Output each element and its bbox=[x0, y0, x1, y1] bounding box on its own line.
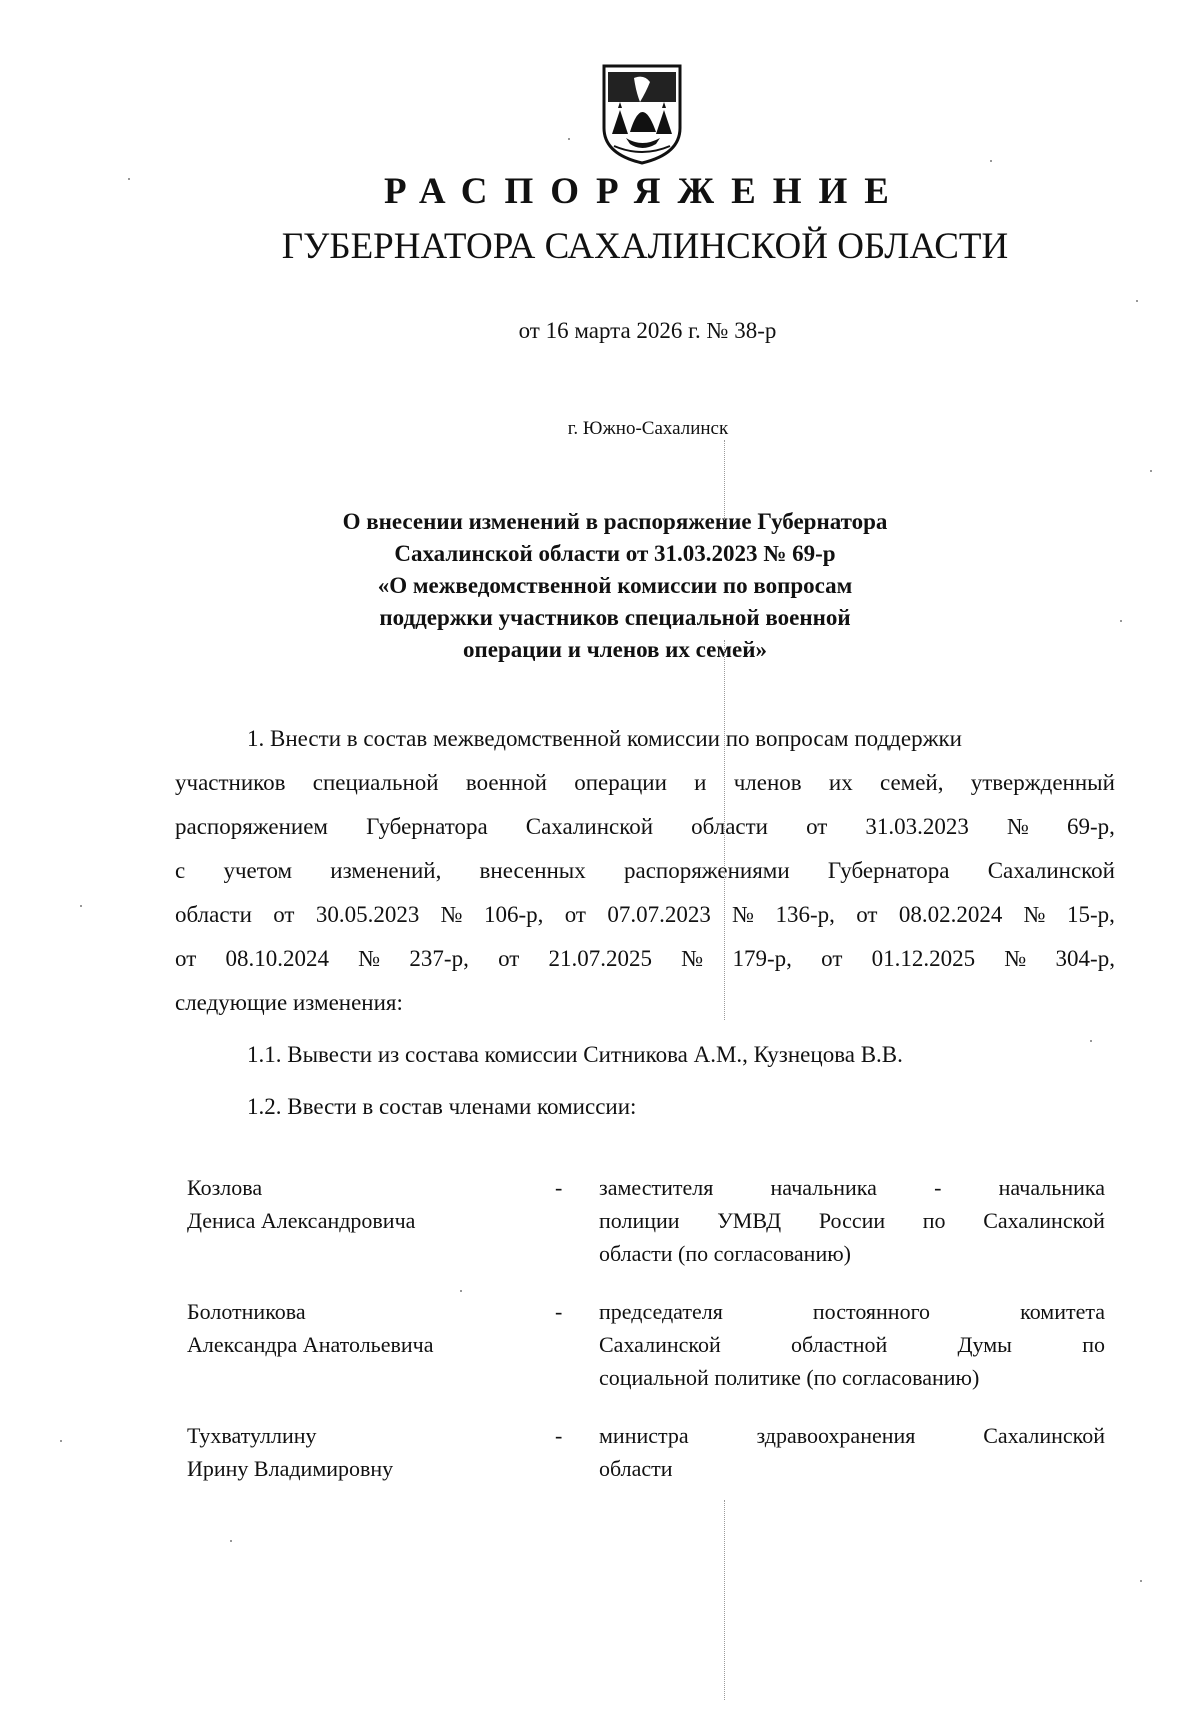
subject-line: «О межведомственной комиссии по вопросам bbox=[377, 573, 853, 598]
word: УМВД bbox=[717, 1208, 782, 1233]
word: области bbox=[691, 814, 768, 839]
paragraph-line bbox=[175, 717, 1115, 761]
word: Сахалинской bbox=[599, 1332, 721, 1357]
role-line bbox=[599, 1419, 1105, 1452]
item-1-2: 1.2. Ввести в состав членами комиссии: bbox=[247, 1094, 637, 1119]
member-dash: - bbox=[555, 1175, 563, 1200]
word: от bbox=[564, 902, 586, 927]
scan-speck bbox=[568, 138, 570, 140]
word: № bbox=[440, 902, 463, 927]
word: Сахалинской bbox=[525, 814, 654, 839]
subject-line: Сахалинской области от 31.03.2023 № 69-р bbox=[394, 541, 836, 566]
word: от bbox=[273, 902, 295, 927]
word: № bbox=[732, 902, 755, 927]
word: изменений, bbox=[330, 858, 442, 883]
word: министра bbox=[599, 1423, 689, 1448]
word: полиции bbox=[599, 1208, 680, 1233]
word: России bbox=[818, 1208, 886, 1233]
word: от bbox=[806, 814, 828, 839]
word: области bbox=[175, 902, 252, 927]
scan-speck bbox=[230, 1540, 232, 1542]
scan-speck bbox=[1150, 470, 1152, 472]
word: председателя bbox=[599, 1299, 723, 1324]
word: социальной политике (по согласованию) bbox=[599, 1365, 980, 1390]
member-surname: Козлова bbox=[187, 1175, 263, 1200]
member-entry bbox=[187, 1171, 1107, 1295]
word: Сахалинской bbox=[983, 1423, 1105, 1448]
word: от bbox=[498, 946, 520, 971]
word: 179-р, bbox=[732, 946, 792, 971]
word: постоянного bbox=[812, 1299, 931, 1324]
scan-speck bbox=[1136, 300, 1138, 302]
document-subject bbox=[250, 506, 980, 666]
word: от bbox=[175, 946, 197, 971]
subject-line: О внесении изменений в распоряжение Губернатора bbox=[342, 509, 888, 534]
scan-speck bbox=[80, 905, 82, 907]
word: следующие изменения: bbox=[175, 990, 403, 1015]
word: учетом bbox=[223, 858, 293, 883]
word: 30.05.2023 bbox=[315, 902, 420, 927]
role-line bbox=[599, 1328, 1105, 1361]
word: областной bbox=[790, 1332, 888, 1357]
word: № bbox=[1023, 902, 1046, 927]
paragraph-line bbox=[175, 849, 1115, 893]
word: участников bbox=[175, 770, 286, 795]
member-name bbox=[187, 1171, 547, 1237]
word: Губернатора bbox=[827, 858, 950, 883]
word: - bbox=[934, 1175, 942, 1200]
word: начальника bbox=[998, 1175, 1105, 1200]
word: с bbox=[175, 858, 186, 883]
word: Губернатора bbox=[366, 814, 488, 839]
word: Думы bbox=[957, 1332, 1012, 1357]
scan-speck bbox=[60, 1440, 62, 1442]
word: и bbox=[694, 770, 707, 795]
word: по bbox=[922, 1208, 946, 1233]
member-name bbox=[187, 1419, 547, 1485]
word: Сахалинской bbox=[987, 858, 1115, 883]
role-line bbox=[599, 1452, 1105, 1485]
subject-line: операции и членов их семей» bbox=[462, 637, 768, 662]
scan-speck bbox=[460, 1290, 462, 1292]
word: их bbox=[828, 770, 853, 795]
word: № bbox=[681, 946, 704, 971]
word: по bbox=[1082, 1332, 1105, 1357]
scan-fold-line bbox=[724, 1500, 725, 1700]
sakhalin-coat-of-arms-icon bbox=[600, 62, 684, 166]
role-line bbox=[599, 1237, 1105, 1270]
paragraph-line bbox=[175, 937, 1115, 981]
word: 106-р, bbox=[483, 902, 544, 927]
word: Сахалинской bbox=[983, 1208, 1105, 1233]
word: 237-р, bbox=[409, 946, 469, 971]
member-given: Дениса Александровича bbox=[187, 1208, 416, 1233]
word: 304-р, bbox=[1055, 946, 1115, 971]
word: утвержденный bbox=[970, 770, 1115, 795]
word: № bbox=[1004, 946, 1027, 971]
paragraph-1 bbox=[175, 717, 1115, 1025]
word: комитета bbox=[1020, 1299, 1105, 1324]
document-place: г. Южно-Сахалинск bbox=[567, 418, 729, 439]
word: семей, bbox=[879, 770, 944, 795]
word: № bbox=[358, 946, 381, 971]
paragraph-line bbox=[175, 893, 1115, 937]
word: от bbox=[821, 946, 843, 971]
members-list bbox=[187, 1171, 1107, 1543]
member-name bbox=[187, 1295, 547, 1361]
word: распоряжениями bbox=[623, 858, 790, 883]
paragraph-line bbox=[175, 981, 1115, 1025]
paragraph-line bbox=[175, 805, 1115, 849]
word: распоряжением bbox=[175, 814, 328, 839]
word: от bbox=[856, 902, 878, 927]
role-line bbox=[599, 1204, 1105, 1237]
word: области bbox=[599, 1456, 673, 1481]
document-date-number: от 16 марта 2026 г. № 38-р bbox=[518, 318, 777, 343]
role-line bbox=[599, 1361, 1105, 1394]
subject-line: поддержки участников специальной военной bbox=[379, 605, 851, 630]
word: начальника bbox=[770, 1175, 877, 1200]
word: операции bbox=[574, 770, 667, 795]
member-role bbox=[599, 1171, 1105, 1270]
item-1-1: 1.1. Вывести из состава комиссии Ситникова А.М., Кузнецова В.В. bbox=[247, 1042, 903, 1067]
word: 08.02.2024 bbox=[898, 902, 1003, 927]
document-authority: ГУБЕРНАТОРА САХАЛИНСКОЙ ОБЛАСТИ bbox=[281, 226, 1009, 267]
member-role bbox=[599, 1295, 1105, 1394]
member-role bbox=[599, 1419, 1105, 1485]
word: внесенных bbox=[479, 858, 586, 883]
scan-speck bbox=[1140, 1580, 1142, 1582]
scan-speck bbox=[1090, 1040, 1092, 1042]
member-dash: - bbox=[555, 1423, 563, 1448]
word: 136-р, bbox=[775, 902, 835, 927]
member-given: Ирину Владимировну bbox=[187, 1456, 394, 1481]
document-type: РАСПОРЯЖЕНИЕ bbox=[383, 171, 906, 212]
member-given: Александра Анатольевича bbox=[187, 1332, 434, 1357]
word: военной bbox=[465, 770, 547, 795]
word: области (по согласованию) bbox=[599, 1241, 851, 1266]
word: 31.03.2023 bbox=[865, 814, 969, 839]
member-entry bbox=[187, 1419, 1107, 1543]
role-line bbox=[599, 1295, 1105, 1328]
scan-speck bbox=[990, 160, 992, 162]
word: 21.07.2025 bbox=[548, 946, 653, 971]
member-surname: Тухватуллину bbox=[187, 1423, 317, 1448]
word: членов bbox=[733, 770, 802, 795]
scan-speck bbox=[1120, 620, 1122, 622]
document-body bbox=[175, 717, 1115, 1129]
word: специальной bbox=[312, 770, 439, 795]
word: 1. Внести в состав межведомственной комиссии по вопросам поддержки bbox=[247, 726, 962, 751]
word: здравоохранения bbox=[756, 1423, 916, 1448]
word: заместителя bbox=[599, 1175, 714, 1200]
word: № bbox=[1006, 814, 1029, 839]
member-surname: Болотникова bbox=[187, 1299, 306, 1324]
scan-fold-line bbox=[724, 640, 725, 1020]
word: 07.07.2023 bbox=[607, 902, 711, 927]
word: 15-р, bbox=[1066, 902, 1115, 927]
role-line bbox=[599, 1171, 1105, 1204]
paragraph-line bbox=[175, 761, 1115, 805]
member-entry bbox=[187, 1295, 1107, 1419]
word: 01.12.2025 bbox=[871, 946, 976, 971]
member-dash: - bbox=[555, 1299, 563, 1324]
word: 08.10.2024 bbox=[225, 946, 329, 971]
word: 69-р, bbox=[1067, 814, 1115, 839]
scan-speck bbox=[128, 178, 130, 180]
scan-fold-line bbox=[724, 440, 725, 520]
